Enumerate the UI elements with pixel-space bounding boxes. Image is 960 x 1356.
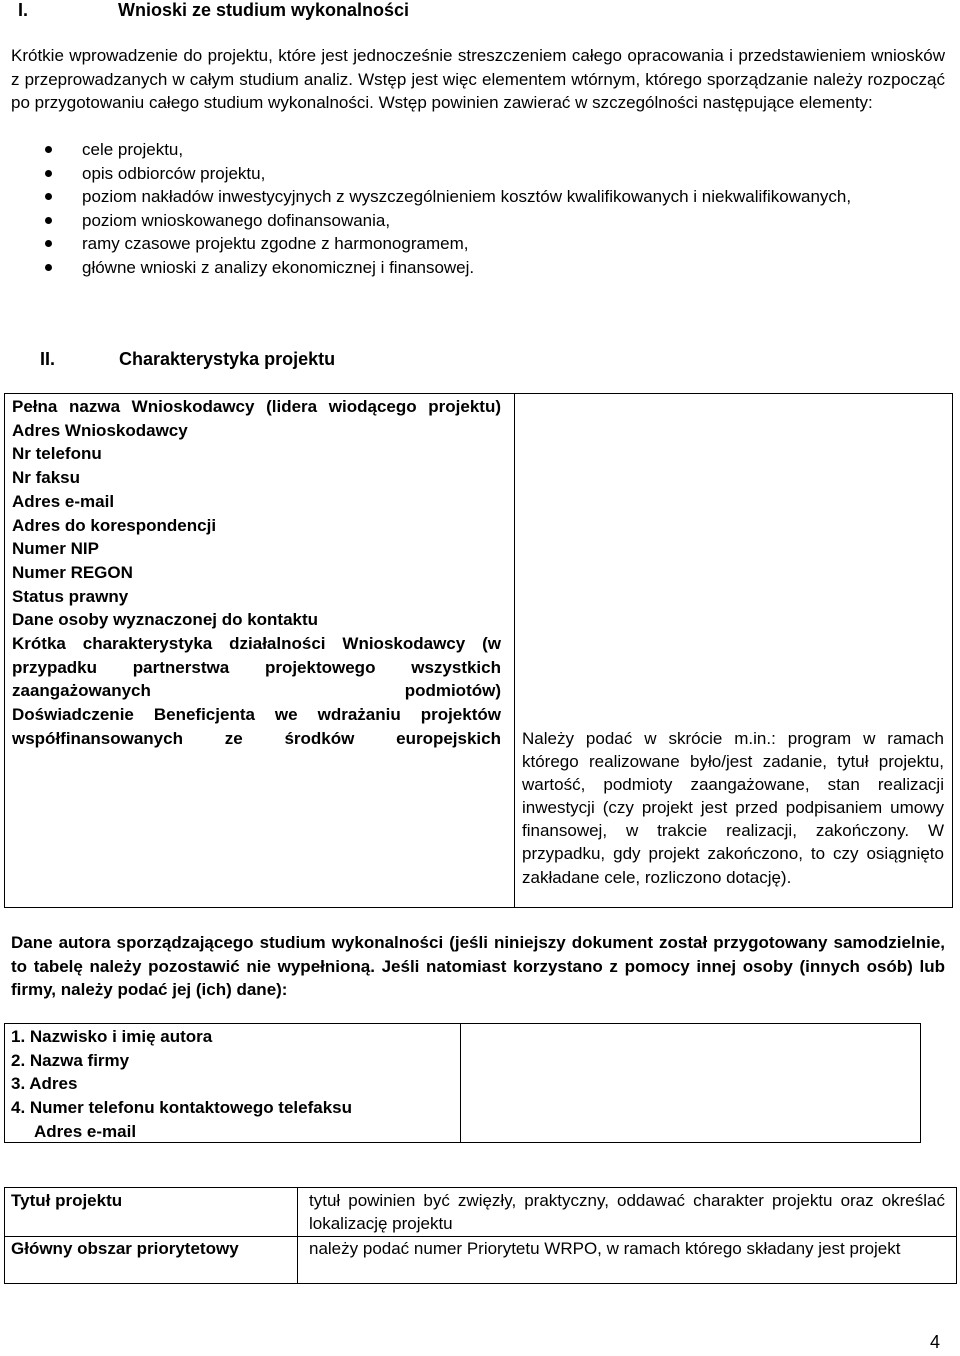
bullet-item: poziom wnioskowanego dofinansowania, — [11, 209, 945, 233]
project-title-label: Tytuł projektu — [11, 1191, 123, 1210]
section-2-number: II. — [40, 349, 56, 369]
bullet-item: główne wnioski z analizy ekonomicznej i finansowej. — [11, 256, 945, 280]
field-correspondence-address: Adres do korespondencji — [12, 515, 217, 535]
bullet-item: opis odbiorców projektu, — [11, 162, 945, 186]
author-name-label: 1. Nazwisko i imię autora — [11, 1027, 213, 1046]
authors-note: Dane autora sporządzającego studium wykonalności (jeśli niniejszy dokument został przygotowany samodzielnie, to tabelę należy pozostawić nie wypełnioną. Jeśli natomiast korzystano z pomocy innej osoby (innych osób) lub firmy, należy podać jej (ich) dane): — [11, 933, 945, 1000]
section-2-heading — [40, 349, 335, 370]
field-legal-status: Status prawny — [12, 586, 129, 606]
section-2-title: Charakterystyka projektu — [119, 349, 336, 369]
applicant-field-labels — [12, 395, 501, 751]
intro-paragraph: Krótkie wprowadzenie do projektu, które jest jednocześnie streszczeniem całego opracowania i przedstawieniem wniosków z przeprowadzanych w całym studium analiz. Wstęp jest więc elementem wtórnym, którego sporządzanie należy rozpocząć po przygotowaniu całego studium wykonalności. Wstęp powinien zawierać w szczególności następujące elementy: — [11, 46, 945, 112]
author-field-labels — [11, 1025, 451, 1144]
priority-area-label: Główny obszar priorytetowy — [11, 1239, 239, 1258]
priority-area-hint: należy podać numer Priorytetu WRPO, w ramach którego składany jest projekt — [309, 1239, 901, 1258]
field-email: Adres e-mail — [12, 491, 115, 511]
field-nip: Numer NIP — [12, 539, 99, 559]
author-phone-label: 4. Numer telefonu kontaktowego telefaksu — [11, 1098, 353, 1118]
section-1-title: Wnioski ze studium wykonalności — [118, 0, 410, 20]
bullet-item: cele projektu, — [11, 138, 945, 162]
page-number: 4 — [930, 1332, 941, 1352]
field-experience: Doświadczenie Beneficjenta we wdrażaniu projektów współfinansowanych ze środków europejskich — [12, 705, 501, 748]
section-1-number: I. — [18, 0, 29, 20]
section-1-heading — [18, 0, 409, 21]
company-name-label: 2. Nazwa firmy — [11, 1050, 130, 1070]
bullet-item: ramy czasowe projektu zgodne z harmonogramem, — [11, 232, 945, 256]
field-regon: Numer REGON — [12, 562, 133, 582]
field-address: Adres Wnioskodawcy — [12, 420, 188, 440]
field-activity-description: Krótka charakterystyka działalności Wnioskodawcy (w przypadku partnerstwa projektowego wszystkich zaangażowanych podmiotów) — [12, 634, 501, 701]
author-email-label: Adres e-mail — [34, 1121, 137, 1141]
field-full-name: Pełna nazwa Wnioskodawcy (lidera wiodącego projektu) — [12, 397, 501, 416]
experience-note: Należy podać w skrócie m.in.: program w ramach którego realizowane było/jest zadanie, tytuł projektu, wartość, podmioty zaangażowane, stan realizacji inwestycji (czy projekt jest przed podpisaniem umowy finansowej, w trakcie realizacji, zakończony. W przypadku, gdy projekt zakończono, to czy osiągnięto zakładane cele, rozliczono dotację). — [522, 729, 944, 887]
table-divider — [514, 393, 515, 908]
intro-bullet-list — [11, 138, 945, 279]
field-fax: Nr faksu — [12, 468, 81, 488]
table-divider — [460, 1023, 461, 1143]
project-title-hint: tytuł powinien być zwięzły, praktyczny, oddawać charakter projektu oraz określać lokalizację projektu — [309, 1191, 945, 1233]
field-phone: Nr telefonu — [12, 444, 102, 464]
author-address-label: 3. Adres — [11, 1074, 78, 1094]
field-contact-person: Dane osoby wyznaczonej do kontaktu — [12, 610, 319, 630]
bullet-item: poziom nakładów inwestycyjnych z wyszczególnieniem kosztów kwalifikowanych i niekwalifikowanych, — [11, 185, 945, 209]
